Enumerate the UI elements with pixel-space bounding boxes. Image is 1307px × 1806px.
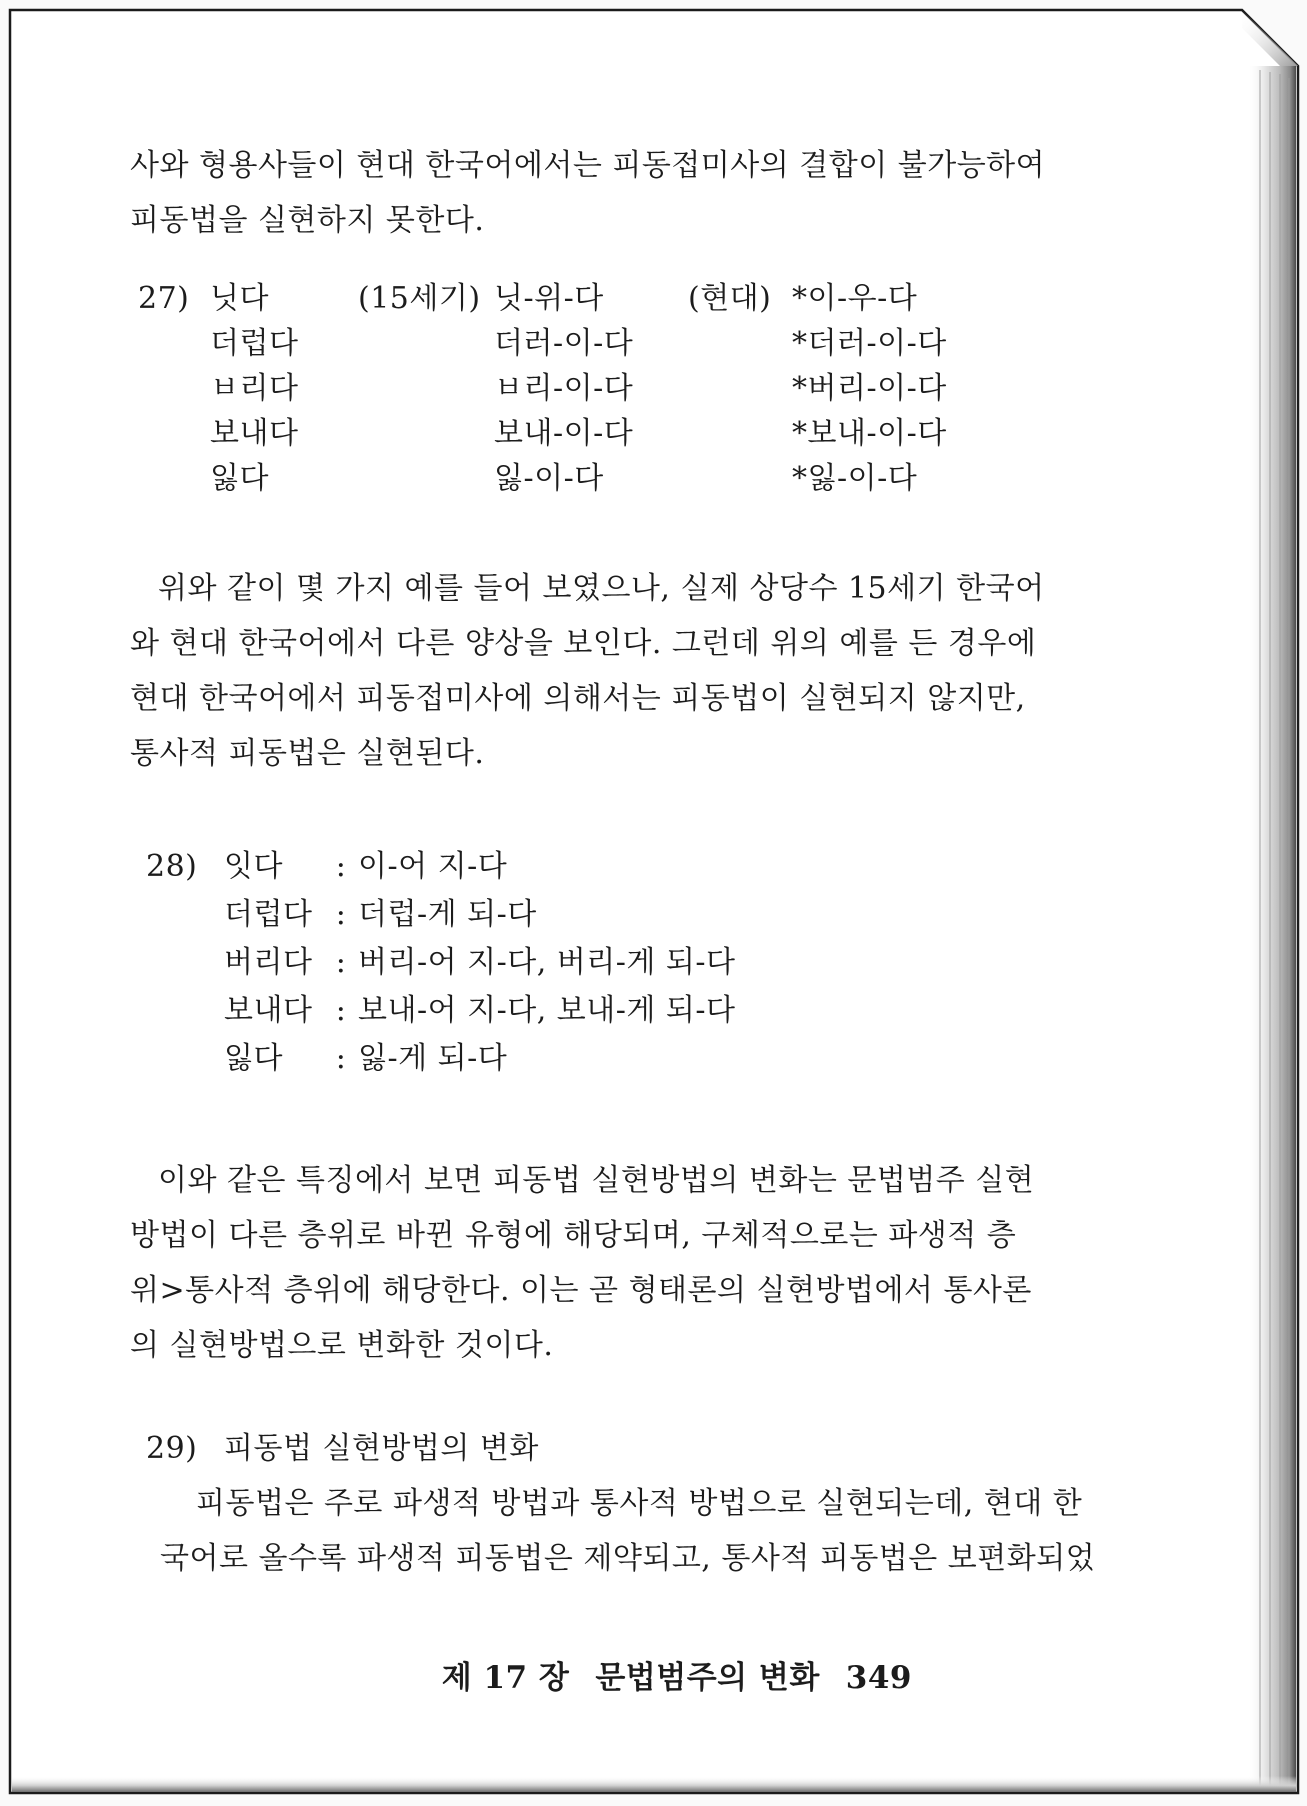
paragraph-1: [130, 138, 1046, 248]
definition: 더럽-게 되-다: [358, 897, 537, 932]
form-modern: *이-우-다: [792, 281, 918, 316]
paragraph-line: 피동법을 실현하지 못한다.: [130, 203, 485, 238]
example-27-row: [138, 456, 1020, 501]
form-15c: 잃-이-다: [494, 461, 604, 496]
example-number: 27): [138, 281, 190, 316]
definition: 보내-어 지-다, 보내-게 되-다: [358, 993, 736, 1028]
example-27-row: [138, 366, 1020, 411]
example-title: 피동법 실현방법의 변화: [224, 1431, 539, 1466]
base-verb: 더럽다: [210, 326, 299, 361]
example-number: 29): [146, 1431, 198, 1466]
paragraph-line: 방법이 다른 층위로 바뀐 유형에 해당되며, 구체적으로는 파생적 층: [130, 1218, 1017, 1253]
example-28: [146, 843, 1020, 1083]
example-28-row: [146, 891, 1020, 939]
colon: :: [335, 945, 347, 980]
form-15c-cell: [358, 276, 688, 321]
base-verb: 닛다: [210, 281, 269, 316]
base-verb: ㅂ리다: [210, 371, 299, 406]
example-28-row: [146, 1035, 1020, 1083]
example-28-row: [146, 939, 1020, 987]
definition: 버리-어 지-다, 버리-게 되-다: [358, 945, 736, 980]
form-15c: ㅂ리-이-다: [494, 371, 634, 406]
term: 보내다: [224, 993, 313, 1028]
base-verb: 보내다: [210, 416, 299, 451]
chapter-label: 제 17 장: [441, 1660, 570, 1696]
base-verb: 잃다: [210, 461, 269, 496]
paragraph-line: 현대 한국어에서 피동접미사에 의해서는 피동법이 실현되지 않지만,: [130, 681, 1026, 716]
form-15c: 닛-위-다: [494, 281, 604, 316]
term: 버리다: [224, 945, 313, 980]
example-27-row: [138, 411, 1020, 456]
chapter-title: 문법범주의 변화: [595, 1660, 820, 1696]
term: 더럽다: [224, 897, 313, 932]
form-modern: *더러-이-다: [792, 326, 947, 361]
paragraph-3: [130, 1153, 1035, 1373]
era-label-modern: (현대): [688, 281, 772, 316]
term: 잇다: [224, 849, 283, 884]
page-number: 349: [845, 1660, 912, 1696]
paragraph-line: 통사적 피동법은 실현된다.: [130, 736, 485, 771]
paragraph-line: 피동법은 주로 파생적 방법과 통사적 방법으로 실현되는데, 현대 한: [196, 1486, 1083, 1521]
form-modern: *보내-이-다: [792, 416, 947, 451]
example-28-row: [146, 843, 1020, 891]
paragraph-line: 의 실현방법으로 변화한 것이다.: [130, 1328, 554, 1363]
example-27: [138, 276, 1020, 501]
example-29-heading: [146, 1421, 1020, 1476]
form-modern: *잃-이-다: [792, 461, 918, 496]
era-label-15c: (15세기): [358, 281, 481, 316]
example-27-row: [138, 276, 1020, 321]
example-number: 28): [146, 849, 198, 884]
paragraph-line: 이와 같은 특징에서 보면 피동법 실현방법의 변화는 문법범주 실현: [158, 1163, 1035, 1198]
colon: :: [335, 993, 347, 1028]
definition: 이-어 지-다: [358, 849, 508, 884]
page-content: [130, 138, 1096, 1697]
paragraph-line: 위>통사적 층위에 해당한다. 이는 곧 형태론의 실현방법에서 통사론: [130, 1273, 1032, 1308]
example-28-row: [146, 987, 1020, 1035]
form-15c: 보내-이-다: [494, 416, 634, 451]
example-27-row: [138, 321, 1020, 366]
colon: :: [335, 849, 347, 884]
definition: 잃-게 되-다: [358, 1041, 508, 1076]
form-modern-cell: [688, 276, 1020, 321]
page-footer: [130, 1652, 1020, 1697]
example-29: [130, 1421, 1096, 1586]
paragraph-line: 사와 형용사들이 현대 한국어에서는 피동접미사의 결합이 불가능하여: [130, 148, 1046, 183]
term: 잃다: [224, 1041, 283, 1076]
colon: :: [335, 1041, 347, 1076]
colon: :: [335, 897, 347, 932]
form-modern: *버리-이-다: [792, 371, 947, 406]
paragraph-2: [130, 561, 1045, 781]
paragraph-line: 위와 같이 몇 가지 예를 들어 보였으나, 실제 상당수 15세기 한국어: [158, 571, 1045, 606]
form-15c: 더러-이-다: [494, 326, 634, 361]
paragraph-line: 국어로 올수록 파생적 피동법은 제약되고, 통사적 피동법은 보편화되었: [160, 1541, 1096, 1576]
paragraph-line: 와 현대 한국어에서 다른 양상을 보인다. 그런데 위의 예를 든 경우에: [130, 626, 1037, 661]
